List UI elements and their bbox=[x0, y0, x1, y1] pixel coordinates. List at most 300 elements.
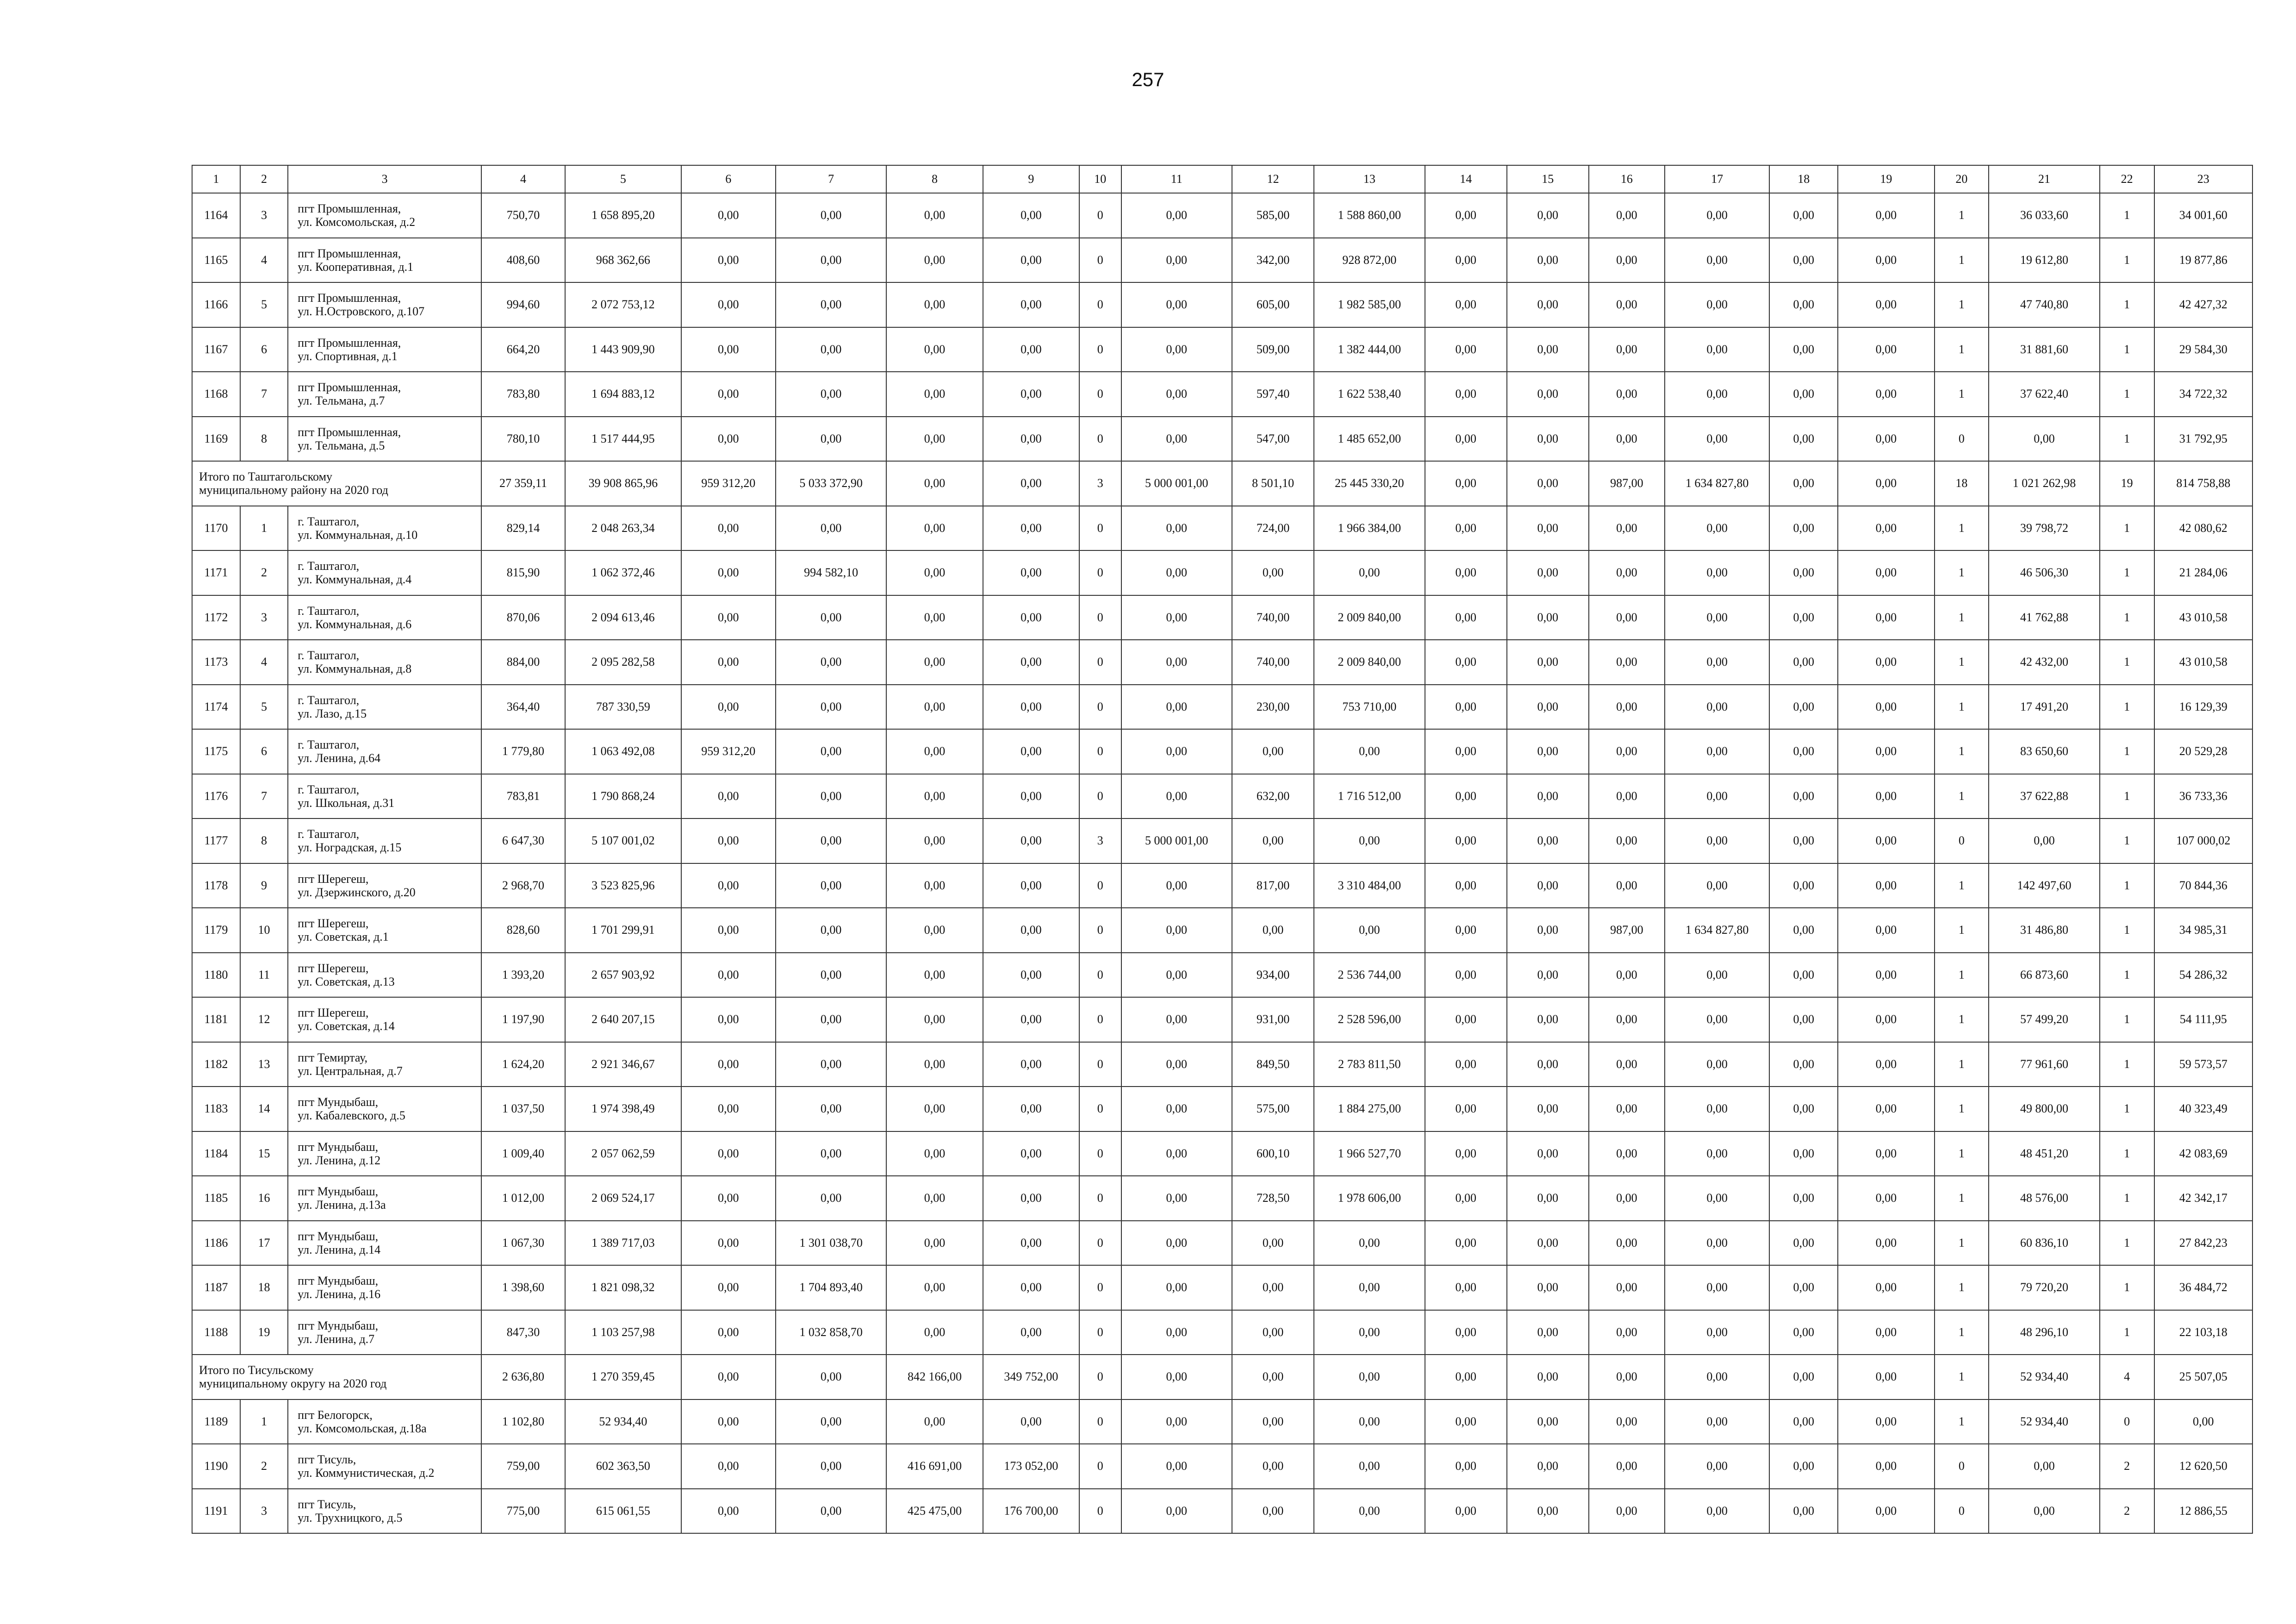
value-cell: 0,00 bbox=[983, 1131, 1079, 1176]
value-cell: 994 582,10 bbox=[776, 550, 887, 595]
value-cell: 0,00 bbox=[1425, 417, 1507, 462]
address-cell bbox=[288, 327, 481, 372]
column-header: 5 bbox=[565, 165, 681, 193]
value-cell: 0 bbox=[1079, 282, 1121, 327]
address-cell bbox=[288, 953, 481, 998]
value-cell: 0,00 bbox=[1665, 1489, 1769, 1534]
value-cell: 25 445 330,20 bbox=[1314, 461, 1425, 506]
value-cell: 740,00 bbox=[1232, 640, 1314, 685]
value-cell: 0,00 bbox=[1425, 1489, 1507, 1534]
value-cell: 0 bbox=[1079, 729, 1121, 774]
value-cell: 0,00 bbox=[886, 729, 983, 774]
table-row bbox=[192, 327, 2252, 372]
value-cell: 0,00 bbox=[1507, 506, 1589, 551]
value-cell: 0,00 bbox=[1589, 417, 1665, 462]
value-cell: 602 363,50 bbox=[565, 1444, 681, 1489]
value-cell: 0 bbox=[1079, 908, 1121, 953]
value-cell: 0,00 bbox=[1838, 729, 1934, 774]
address-locality: г. Таштагол, bbox=[298, 693, 360, 707]
value-cell: 2 009 840,00 bbox=[1314, 595, 1425, 640]
value-cell: 48 296,10 bbox=[1989, 1310, 2100, 1355]
value-cell: 364,40 bbox=[481, 685, 565, 730]
value-cell: 2 069 524,17 bbox=[565, 1176, 681, 1221]
value-cell: 0,00 bbox=[1838, 1042, 1934, 1087]
value-cell: 0 bbox=[1935, 818, 1989, 863]
value-cell: 0,00 bbox=[983, 953, 1079, 998]
value-cell: 1 658 895,20 bbox=[565, 193, 681, 238]
value-cell: 57 499,20 bbox=[1989, 997, 2100, 1042]
value-cell: 1 622 538,40 bbox=[1314, 372, 1425, 417]
address-street: ул. Ноградская, д.15 bbox=[298, 841, 402, 855]
row-index: 4 bbox=[240, 238, 288, 283]
value-cell: 48 576,00 bbox=[1989, 1176, 2100, 1221]
row-index: 18 bbox=[240, 1265, 288, 1310]
value-cell: 1 bbox=[1935, 595, 1989, 640]
value-cell: 0 bbox=[1079, 595, 1121, 640]
value-cell: 0,00 bbox=[1425, 640, 1507, 685]
row-index: 13 bbox=[240, 1042, 288, 1087]
address-street: ул. Советская, д.13 bbox=[298, 974, 395, 988]
value-cell: 2 921 346,67 bbox=[565, 1042, 681, 1087]
address-locality: пгт Белогорск, bbox=[298, 1408, 373, 1422]
address-street: ул. Н.Островского, д.107 bbox=[298, 305, 425, 319]
value-cell: 0,00 bbox=[681, 685, 776, 730]
value-cell: 1 974 398,49 bbox=[565, 1087, 681, 1131]
value-cell: 1 bbox=[1935, 997, 1989, 1042]
value-cell: 41 762,88 bbox=[1989, 595, 2100, 640]
address-cell bbox=[288, 1042, 481, 1087]
value-cell: 0,00 bbox=[681, 595, 776, 640]
value-cell: 0,00 bbox=[1314, 1355, 1425, 1399]
value-cell: 0,00 bbox=[1232, 1399, 1314, 1444]
value-cell: 1 443 909,90 bbox=[565, 327, 681, 372]
value-cell: 0,00 bbox=[1665, 818, 1769, 863]
value-cell: 1 966 384,00 bbox=[1314, 506, 1425, 551]
value-cell: 408,60 bbox=[481, 238, 565, 283]
value-cell: 994,60 bbox=[481, 282, 565, 327]
value-cell: 0,00 bbox=[1507, 550, 1589, 595]
value-cell: 0,00 bbox=[983, 685, 1079, 730]
column-header: 12 bbox=[1232, 165, 1314, 193]
value-cell: 0,00 bbox=[886, 863, 983, 908]
value-cell: 0,00 bbox=[983, 1087, 1079, 1131]
value-cell: 2 968,70 bbox=[481, 863, 565, 908]
value-cell: 0,00 bbox=[1665, 1087, 1769, 1131]
value-cell: 605,00 bbox=[1232, 282, 1314, 327]
value-cell: 968 362,66 bbox=[565, 238, 681, 283]
value-cell: 0,00 bbox=[1769, 863, 1838, 908]
value-cell: 0,00 bbox=[1838, 1355, 1934, 1399]
value-cell: 0,00 bbox=[1769, 372, 1838, 417]
value-cell: 1 779,80 bbox=[481, 729, 565, 774]
table-row bbox=[192, 1310, 2252, 1355]
value-cell: 0,00 bbox=[1838, 417, 1934, 462]
value-cell: 585,00 bbox=[1232, 193, 1314, 238]
column-header: 9 bbox=[983, 165, 1079, 193]
value-cell: 349 752,00 bbox=[983, 1355, 1079, 1399]
value-cell: 0,00 bbox=[886, 550, 983, 595]
value-cell: 0,00 bbox=[776, 595, 887, 640]
value-cell: 0,00 bbox=[1838, 997, 1934, 1042]
value-cell: 0,00 bbox=[1121, 417, 1232, 462]
value-cell: 0 bbox=[1079, 953, 1121, 998]
value-cell: 597,40 bbox=[1232, 372, 1314, 417]
value-cell: 0,00 bbox=[1769, 774, 1838, 819]
value-cell: 0,00 bbox=[681, 1131, 776, 1176]
table-row bbox=[192, 1399, 2252, 1444]
value-cell: 0,00 bbox=[776, 1042, 887, 1087]
value-cell: 39 908 865,96 bbox=[565, 461, 681, 506]
value-cell: 0,00 bbox=[681, 193, 776, 238]
value-cell: 0,00 bbox=[681, 506, 776, 551]
value-cell: 0,00 bbox=[1769, 729, 1838, 774]
row-number: 1179 bbox=[192, 908, 240, 953]
value-cell: 842 166,00 bbox=[886, 1355, 983, 1399]
value-cell: 0,00 bbox=[1425, 1265, 1507, 1310]
value-cell: 1 966 527,70 bbox=[1314, 1131, 1425, 1176]
value-cell: 0 bbox=[1079, 238, 1121, 283]
value-cell: 0,00 bbox=[1232, 818, 1314, 863]
value-cell: 1 bbox=[1935, 640, 1989, 685]
address-locality: пгт Темиртау, bbox=[298, 1050, 367, 1064]
value-cell: 0,00 bbox=[1507, 461, 1589, 506]
row-number: 1187 bbox=[192, 1265, 240, 1310]
value-cell: 0,00 bbox=[1838, 1444, 1934, 1489]
total-row bbox=[192, 1355, 2252, 1399]
value-cell: 1 485 652,00 bbox=[1314, 417, 1425, 462]
value-cell: 0,00 bbox=[1665, 1176, 1769, 1221]
address-locality: пгт Тисуль, bbox=[298, 1453, 356, 1467]
value-cell: 0,00 bbox=[1507, 774, 1589, 819]
value-cell: 2 636,80 bbox=[481, 1355, 565, 1399]
address-locality: пгт Промышленная, bbox=[298, 381, 401, 394]
value-cell: 0,00 bbox=[1425, 1176, 1507, 1221]
address-cell bbox=[288, 506, 481, 551]
value-cell: 0,00 bbox=[1769, 1265, 1838, 1310]
value-cell: 0,00 bbox=[1425, 461, 1507, 506]
table-row bbox=[192, 372, 2252, 417]
value-cell: 0 bbox=[1935, 1444, 1989, 1489]
value-cell: 959 312,20 bbox=[681, 461, 776, 506]
value-cell: 0,00 bbox=[1838, 1489, 1934, 1534]
row-number: 1189 bbox=[192, 1399, 240, 1444]
row-number: 1171 bbox=[192, 550, 240, 595]
value-cell: 0,00 bbox=[681, 238, 776, 283]
value-cell: 0,00 bbox=[983, 550, 1079, 595]
address-locality: пгт Промышленная, bbox=[298, 202, 401, 216]
value-cell: 0,00 bbox=[1425, 863, 1507, 908]
value-cell: 1 bbox=[2100, 1042, 2154, 1087]
value-cell: 0,00 bbox=[1121, 1087, 1232, 1131]
row-index: 1 bbox=[240, 506, 288, 551]
value-cell: 0,00 bbox=[1769, 1444, 1838, 1489]
value-cell: 0,00 bbox=[886, 1087, 983, 1131]
value-cell: 0,00 bbox=[776, 685, 887, 730]
value-cell: 0 bbox=[1079, 1042, 1121, 1087]
value-cell: 0,00 bbox=[1425, 1042, 1507, 1087]
value-cell: 37 622,40 bbox=[1989, 372, 2100, 417]
value-cell: 1 978 606,00 bbox=[1314, 1176, 1425, 1221]
value-cell: 0,00 bbox=[1769, 1489, 1838, 1534]
address-cell bbox=[288, 282, 481, 327]
value-cell: 12 620,50 bbox=[2154, 1444, 2253, 1489]
value-cell: 42 427,32 bbox=[2154, 282, 2253, 327]
value-cell: 0,00 bbox=[1838, 640, 1934, 685]
value-cell: 1 270 359,45 bbox=[565, 1355, 681, 1399]
value-cell: 1 062 372,46 bbox=[565, 550, 681, 595]
value-cell: 0,00 bbox=[681, 1176, 776, 1221]
value-cell: 0,00 bbox=[776, 1087, 887, 1131]
value-cell: 2 057 062,59 bbox=[565, 1131, 681, 1176]
value-cell: 34 985,31 bbox=[2154, 908, 2253, 953]
column-header: 14 bbox=[1425, 165, 1507, 193]
value-cell: 0,00 bbox=[1838, 1087, 1934, 1131]
value-cell: 0,00 bbox=[1589, 506, 1665, 551]
value-cell: 1 bbox=[1935, 372, 1989, 417]
value-cell: 0,00 bbox=[1232, 1265, 1314, 1310]
value-cell: 547,00 bbox=[1232, 417, 1314, 462]
row-number: 1183 bbox=[192, 1087, 240, 1131]
value-cell: 0,00 bbox=[1507, 863, 1589, 908]
value-cell: 0,00 bbox=[1769, 685, 1838, 730]
address-locality: г. Таштагол, bbox=[298, 514, 360, 528]
row-number: 1188 bbox=[192, 1310, 240, 1355]
value-cell: 0,00 bbox=[1507, 1131, 1589, 1176]
address-locality: пгт Шерегеш, bbox=[298, 872, 369, 886]
table-row bbox=[192, 685, 2252, 730]
value-cell: 0,00 bbox=[1589, 640, 1665, 685]
value-cell: 0,00 bbox=[776, 729, 887, 774]
value-cell: 0,00 bbox=[1589, 1131, 1665, 1176]
value-cell: 0,00 bbox=[776, 774, 887, 819]
value-cell: 0,00 bbox=[681, 1265, 776, 1310]
value-cell: 0,00 bbox=[1121, 1310, 1232, 1355]
value-cell: 0,00 bbox=[1121, 774, 1232, 819]
value-cell: 0,00 bbox=[1232, 729, 1314, 774]
table-row bbox=[192, 193, 2252, 238]
value-cell: 176 700,00 bbox=[983, 1489, 1079, 1534]
table-row bbox=[192, 417, 2252, 462]
column-header: 17 bbox=[1665, 165, 1769, 193]
total-label bbox=[192, 1355, 481, 1399]
value-cell: 0 bbox=[1079, 1489, 1121, 1534]
row-number: 1191 bbox=[192, 1489, 240, 1534]
value-cell: 0,00 bbox=[1425, 1444, 1507, 1489]
value-cell: 740,00 bbox=[1232, 595, 1314, 640]
value-cell: 0 bbox=[1079, 1355, 1121, 1399]
value-cell: 0,00 bbox=[1665, 1310, 1769, 1355]
value-cell: 3 bbox=[1079, 461, 1121, 506]
address-cell bbox=[288, 1444, 481, 1489]
address-street: ул. Спортивная, д.1 bbox=[298, 349, 398, 363]
value-cell: 783,80 bbox=[481, 372, 565, 417]
value-cell: 0,00 bbox=[1121, 1042, 1232, 1087]
column-header: 23 bbox=[2154, 165, 2253, 193]
value-cell: 0,00 bbox=[1121, 550, 1232, 595]
value-cell: 0,00 bbox=[1589, 372, 1665, 417]
value-cell: 0,00 bbox=[776, 953, 887, 998]
value-cell: 0,00 bbox=[1769, 282, 1838, 327]
value-cell: 0,00 bbox=[1838, 282, 1934, 327]
row-index: 7 bbox=[240, 774, 288, 819]
table-row bbox=[192, 953, 2252, 998]
value-cell: 0,00 bbox=[983, 238, 1079, 283]
row-number: 1184 bbox=[192, 1131, 240, 1176]
value-cell: 0,00 bbox=[983, 506, 1079, 551]
value-cell: 54 286,32 bbox=[2154, 953, 2253, 998]
value-cell: 0,00 bbox=[1769, 818, 1838, 863]
value-cell: 0,00 bbox=[1665, 550, 1769, 595]
value-cell: 987,00 bbox=[1589, 461, 1665, 506]
value-cell: 775,00 bbox=[481, 1489, 565, 1534]
value-cell: 1 063 492,08 bbox=[565, 729, 681, 774]
address-locality: пгт Промышленная, bbox=[298, 425, 401, 439]
value-cell: 0,00 bbox=[983, 729, 1079, 774]
value-cell: 884,00 bbox=[481, 640, 565, 685]
value-cell: 0,00 bbox=[1769, 1176, 1838, 1221]
value-cell: 3 523 825,96 bbox=[565, 863, 681, 908]
value-cell: 1 bbox=[2100, 506, 2154, 551]
value-cell: 0,00 bbox=[1232, 550, 1314, 595]
value-cell: 759,00 bbox=[481, 1444, 565, 1489]
column-header: 7 bbox=[776, 165, 887, 193]
value-cell: 1 bbox=[2100, 282, 2154, 327]
value-cell: 0 bbox=[1079, 417, 1121, 462]
address-cell bbox=[288, 1399, 481, 1444]
value-cell: 1 624,20 bbox=[481, 1042, 565, 1087]
value-cell: 1 012,00 bbox=[481, 1176, 565, 1221]
value-cell: 0,00 bbox=[1589, 1087, 1665, 1131]
row-number: 1165 bbox=[192, 238, 240, 283]
table-row bbox=[192, 282, 2252, 327]
value-cell: 2 783 811,50 bbox=[1314, 1042, 1425, 1087]
value-cell: 0,00 bbox=[1589, 1444, 1665, 1489]
value-cell: 1 bbox=[1935, 1399, 1989, 1444]
value-cell: 0,00 bbox=[983, 1399, 1079, 1444]
address-locality: г. Таштагол, bbox=[298, 604, 360, 618]
value-cell: 0,00 bbox=[1665, 372, 1769, 417]
value-cell: 0,00 bbox=[886, 372, 983, 417]
value-cell: 0,00 bbox=[1507, 818, 1589, 863]
value-cell: 0,00 bbox=[1121, 729, 1232, 774]
address-street: ул. Коммунальная, д.10 bbox=[298, 528, 418, 542]
value-cell: 1 bbox=[1935, 1131, 1989, 1176]
value-cell: 1 102,80 bbox=[481, 1399, 565, 1444]
value-cell: 0,00 bbox=[1314, 550, 1425, 595]
value-cell: 0,00 bbox=[1121, 372, 1232, 417]
column-header: 20 bbox=[1935, 165, 1989, 193]
value-cell: 19 bbox=[2100, 461, 2154, 506]
value-cell: 0 bbox=[1079, 863, 1121, 908]
value-cell: 0,00 bbox=[1121, 282, 1232, 327]
value-cell: 1 bbox=[1935, 729, 1989, 774]
value-cell: 5 000 001,00 bbox=[1121, 818, 1232, 863]
value-cell: 0,00 bbox=[1314, 729, 1425, 774]
value-cell: 0,00 bbox=[1989, 1489, 2100, 1534]
value-cell: 0,00 bbox=[886, 1131, 983, 1176]
value-cell: 48 451,20 bbox=[1989, 1131, 2100, 1176]
value-cell: 615 061,55 bbox=[565, 1489, 681, 1534]
value-cell: 0,00 bbox=[1838, 193, 1934, 238]
value-cell: 0,00 bbox=[1589, 1310, 1665, 1355]
value-cell: 0,00 bbox=[681, 997, 776, 1042]
column-header: 13 bbox=[1314, 165, 1425, 193]
address-cell bbox=[288, 372, 481, 417]
value-cell: 0,00 bbox=[776, 997, 887, 1042]
address-locality: пгт Мундыбаш, bbox=[298, 1229, 379, 1243]
row-number: 1172 bbox=[192, 595, 240, 640]
value-cell: 0,00 bbox=[1665, 1355, 1769, 1399]
column-header: 2 bbox=[240, 165, 288, 193]
value-cell: 0,00 bbox=[1507, 372, 1589, 417]
value-cell: 959 312,20 bbox=[681, 729, 776, 774]
address-street: ул. Ленина, д.12 bbox=[298, 1153, 381, 1167]
value-cell: 0,00 bbox=[1507, 595, 1589, 640]
value-cell: 1 bbox=[2100, 1131, 2154, 1176]
value-cell: 0,00 bbox=[1507, 685, 1589, 730]
value-cell: 46 506,30 bbox=[1989, 550, 2100, 595]
value-cell: 29 584,30 bbox=[2154, 327, 2253, 372]
value-cell: 31 792,95 bbox=[2154, 417, 2253, 462]
address-cell bbox=[288, 1221, 481, 1266]
address-locality: пгт Мундыбаш, bbox=[298, 1274, 379, 1288]
value-cell: 0,00 bbox=[1425, 595, 1507, 640]
value-cell: 0,00 bbox=[681, 640, 776, 685]
value-cell: 724,00 bbox=[1232, 506, 1314, 551]
value-cell: 1 bbox=[2100, 1265, 2154, 1310]
value-cell: 43 010,58 bbox=[2154, 595, 2253, 640]
value-cell: 1 bbox=[1935, 685, 1989, 730]
value-cell: 0,00 bbox=[681, 1444, 776, 1489]
value-cell: 0,00 bbox=[1425, 997, 1507, 1042]
address-street: ул. Комсомольская, д.18а bbox=[298, 1421, 427, 1435]
row-index: 17 bbox=[240, 1221, 288, 1266]
value-cell: 0,00 bbox=[1507, 908, 1589, 953]
value-cell: 0,00 bbox=[1314, 1310, 1425, 1355]
value-cell: 0,00 bbox=[1507, 327, 1589, 372]
value-cell: 0,00 bbox=[1769, 1355, 1838, 1399]
value-cell: 0,00 bbox=[1121, 640, 1232, 685]
value-cell: 0,00 bbox=[886, 1265, 983, 1310]
address-cell bbox=[288, 595, 481, 640]
value-cell: 0,00 bbox=[1121, 1444, 1232, 1489]
table-row bbox=[192, 1131, 2252, 1176]
row-index: 1 bbox=[240, 1399, 288, 1444]
address-street: ул. Кабалевского, д.5 bbox=[298, 1109, 405, 1123]
value-cell: 1 bbox=[1935, 1265, 1989, 1310]
value-cell: 0,00 bbox=[886, 461, 983, 506]
row-index: 2 bbox=[240, 550, 288, 595]
value-cell: 0,00 bbox=[1507, 1042, 1589, 1087]
value-cell: 52 934,40 bbox=[1989, 1399, 2100, 1444]
address-cell bbox=[288, 640, 481, 685]
value-cell: 0,00 bbox=[681, 863, 776, 908]
address-street: ул. Коммунистическая, д.2 bbox=[298, 1466, 435, 1480]
value-cell: 0,00 bbox=[1507, 193, 1589, 238]
table-row bbox=[192, 908, 2252, 953]
address-locality: пгт Мундыбаш, bbox=[298, 1095, 379, 1109]
value-cell: 0,00 bbox=[886, 774, 983, 819]
value-cell: 230,00 bbox=[1232, 685, 1314, 730]
value-cell: 0,00 bbox=[1769, 461, 1838, 506]
value-cell: 39 798,72 bbox=[1989, 506, 2100, 551]
value-cell: 0,00 bbox=[776, 282, 887, 327]
row-number: 1168 bbox=[192, 372, 240, 417]
value-cell: 0,00 bbox=[886, 417, 983, 462]
value-cell: 0 bbox=[2100, 1399, 2154, 1444]
value-cell: 8 501,10 bbox=[1232, 461, 1314, 506]
value-cell: 0,00 bbox=[886, 908, 983, 953]
